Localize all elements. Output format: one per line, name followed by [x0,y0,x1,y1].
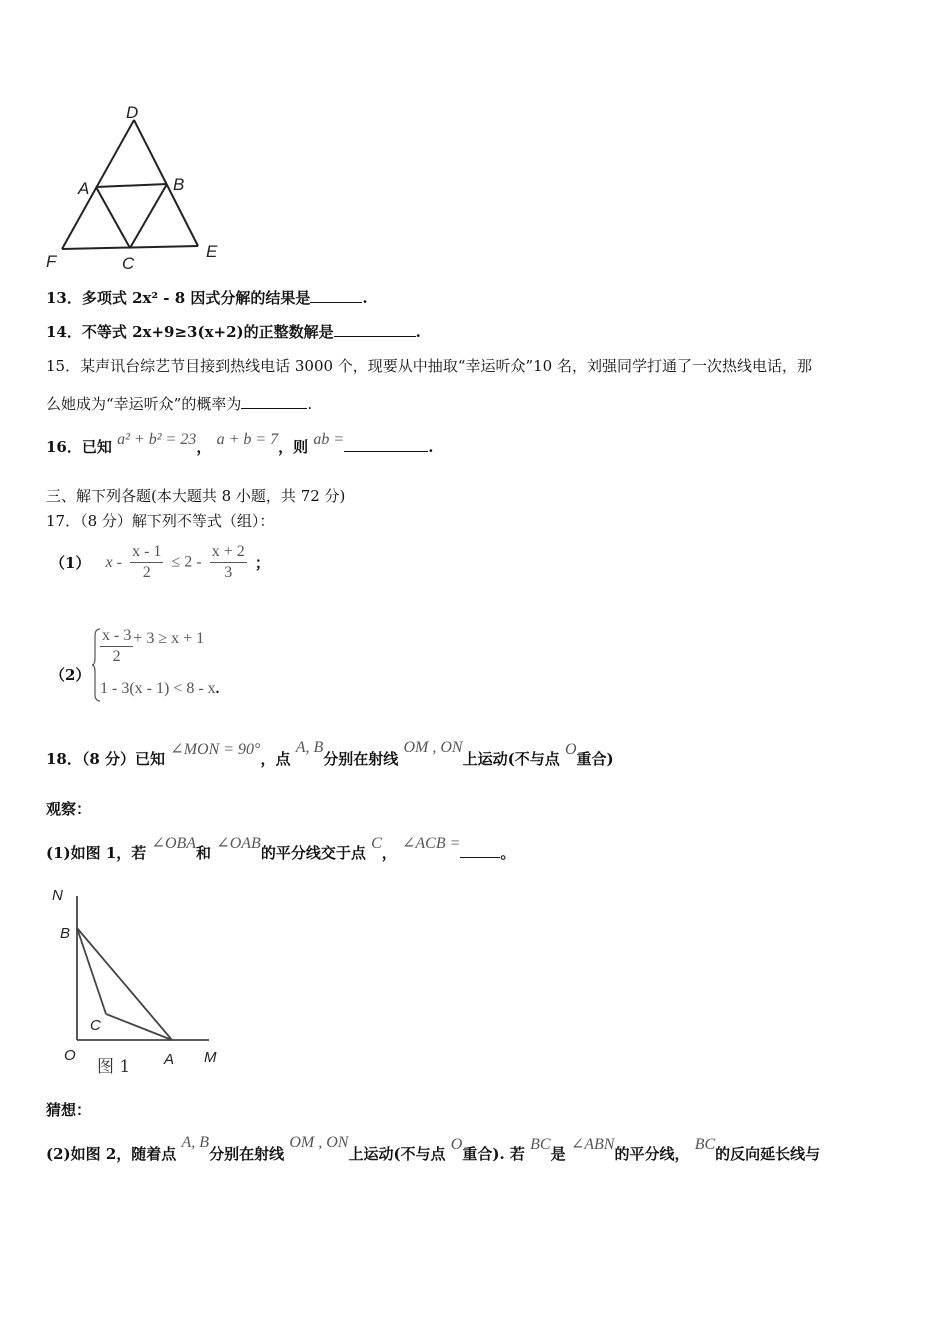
system-line-1 [100,626,204,667]
question-text: 重合) [576,750,614,768]
end-mark: . [362,289,368,307]
question-text: ，则 [278,438,309,456]
math-points: A, B [295,739,324,756]
relation: ≤ 2 - [171,553,202,571]
end-mark: . [428,438,434,456]
question-15 [46,355,812,376]
label-a: A [164,1051,175,1068]
q17-part1 [50,542,270,583]
label-m: M [204,1049,217,1066]
end-mark: . [215,681,220,697]
fraction-1 [130,542,163,583]
edge-ab [96,184,167,187]
edge-ac [96,187,130,248]
question-text: 是 [550,1145,566,1163]
math-angle-oba: ∠OBA [151,835,197,852]
question-text: ，点 [260,750,291,768]
question-number: 13． [46,289,82,307]
label-a: A [78,179,90,198]
guess-heading: 猜想： [46,1101,92,1119]
numerator: x - 1 [130,542,163,563]
question-text: 不等式 2x+9≥3(x+2)的正整数解是 [81,323,334,341]
separator: ， [381,844,397,862]
term-x: x - [105,553,122,571]
section-title: 三、解下列各题(本大题共 8 小题，共 72 分) [46,487,346,505]
separator: ， [196,438,212,456]
question-number: 16． [46,438,82,456]
inequality-rest: + 3 ≥ x + 1 [133,629,205,647]
part-label: （1） [50,554,91,572]
math-angle: ∠MON = 90° [170,741,261,758]
label-c: C [90,1017,101,1034]
math-points: A, B [181,1134,210,1151]
end-mark: . [415,323,421,341]
math-rays: OM , ON [403,739,463,756]
equation-2: a + b = 7 [216,431,279,448]
fraction-2 [210,542,247,583]
question-text: (2)如图 2，随着点 [46,1145,177,1163]
question-text: 和 [196,844,212,862]
end-mark: ； [254,554,270,572]
question-text: 已知 [81,438,112,456]
q17-part2 [50,626,350,706]
question-17-title: 17．（8 分）解下列不等式（组）： [46,512,275,530]
label-b: B [173,175,185,194]
math-o: O [564,741,577,758]
label-c: C [122,254,135,273]
part-label: （2） [50,666,91,684]
question-15-line2 [46,393,312,414]
question-text: (1)如图 1，若 [46,844,147,862]
math-bc-2: BC [694,1136,716,1153]
figure-1 [44,878,244,1080]
denominator: 3 [224,564,233,581]
triangle-figure [40,98,230,273]
edge-df [62,120,134,249]
math-bc: BC [530,1136,551,1153]
math-angle-acb: ∠ACB = [401,835,461,852]
question-14 [46,321,421,342]
equation-1: a² + b² = 23 [117,431,197,448]
question-13 [46,287,368,308]
label-b: B [60,925,71,942]
label-d: D [126,103,139,122]
math-o: O [450,1136,463,1153]
label-n: N [52,887,63,904]
question-number: 15． [46,357,81,375]
question-text: 多项式 2x² - 8 因式分解的结果是 [81,289,311,307]
question-16 [46,431,434,457]
equation-3: ab = [313,431,345,448]
inequality-2: 1 - 3(x - 1) < 8 - x [100,680,216,697]
question-text: 上运动(不与点 [348,1145,446,1163]
question-text: 分别在射线 [209,1145,285,1163]
figure-1-caption: 图 1 [97,1057,131,1077]
part-2 [46,1134,821,1164]
label-o: O [64,1047,76,1064]
label-f: F [46,252,57,271]
math-angle-abn: ∠ABN [570,1136,615,1153]
question-text: 么她成为“幸运听众”的概率为 [46,395,242,413]
observe-heading: 观察： [46,800,92,818]
fraction [100,626,133,667]
system-line-2 [100,680,219,698]
question-text: 的平分线交于点 [260,844,366,862]
end-mark: . [307,395,313,413]
question-text: 上运动(不与点 [462,750,560,768]
answer-blank [460,843,500,858]
question-text: 的反向延长线与 [715,1145,821,1163]
denominator: 2 [142,564,151,581]
question-text: 分别在射线 [323,750,399,768]
denominator: 2 [112,648,121,665]
label-e: E [206,242,218,261]
math-c: C [371,835,382,852]
answer-blank [310,288,362,303]
edge-bc [130,184,167,248]
math-angle-oab: ∠OAB [216,835,261,852]
part-1 [46,835,516,863]
answer-blank [241,394,307,409]
question-text: 某声讯台综艺节目接到热线电话 3000 个，现要从中抽取“幸运听众”10 名，刘强同学打通了一次热线电话，那 [80,357,813,375]
numerator: x + 2 [210,542,247,563]
answer-blank [344,437,428,452]
edge-de [134,120,198,246]
segment-bc [77,928,106,1014]
question-text: 的平分线， [614,1145,690,1163]
end-mark: 。 [500,844,516,862]
question-text: 重合). 若 [462,1145,525,1163]
answer-blank [334,322,416,337]
math-rays: OM , ON [289,1134,349,1151]
question-18 [46,739,614,769]
question-text: （8 分）已知 [81,750,166,768]
numerator: x - 3 [100,626,133,647]
question-number: 14． [46,323,82,341]
question-number: 18． [46,750,82,768]
